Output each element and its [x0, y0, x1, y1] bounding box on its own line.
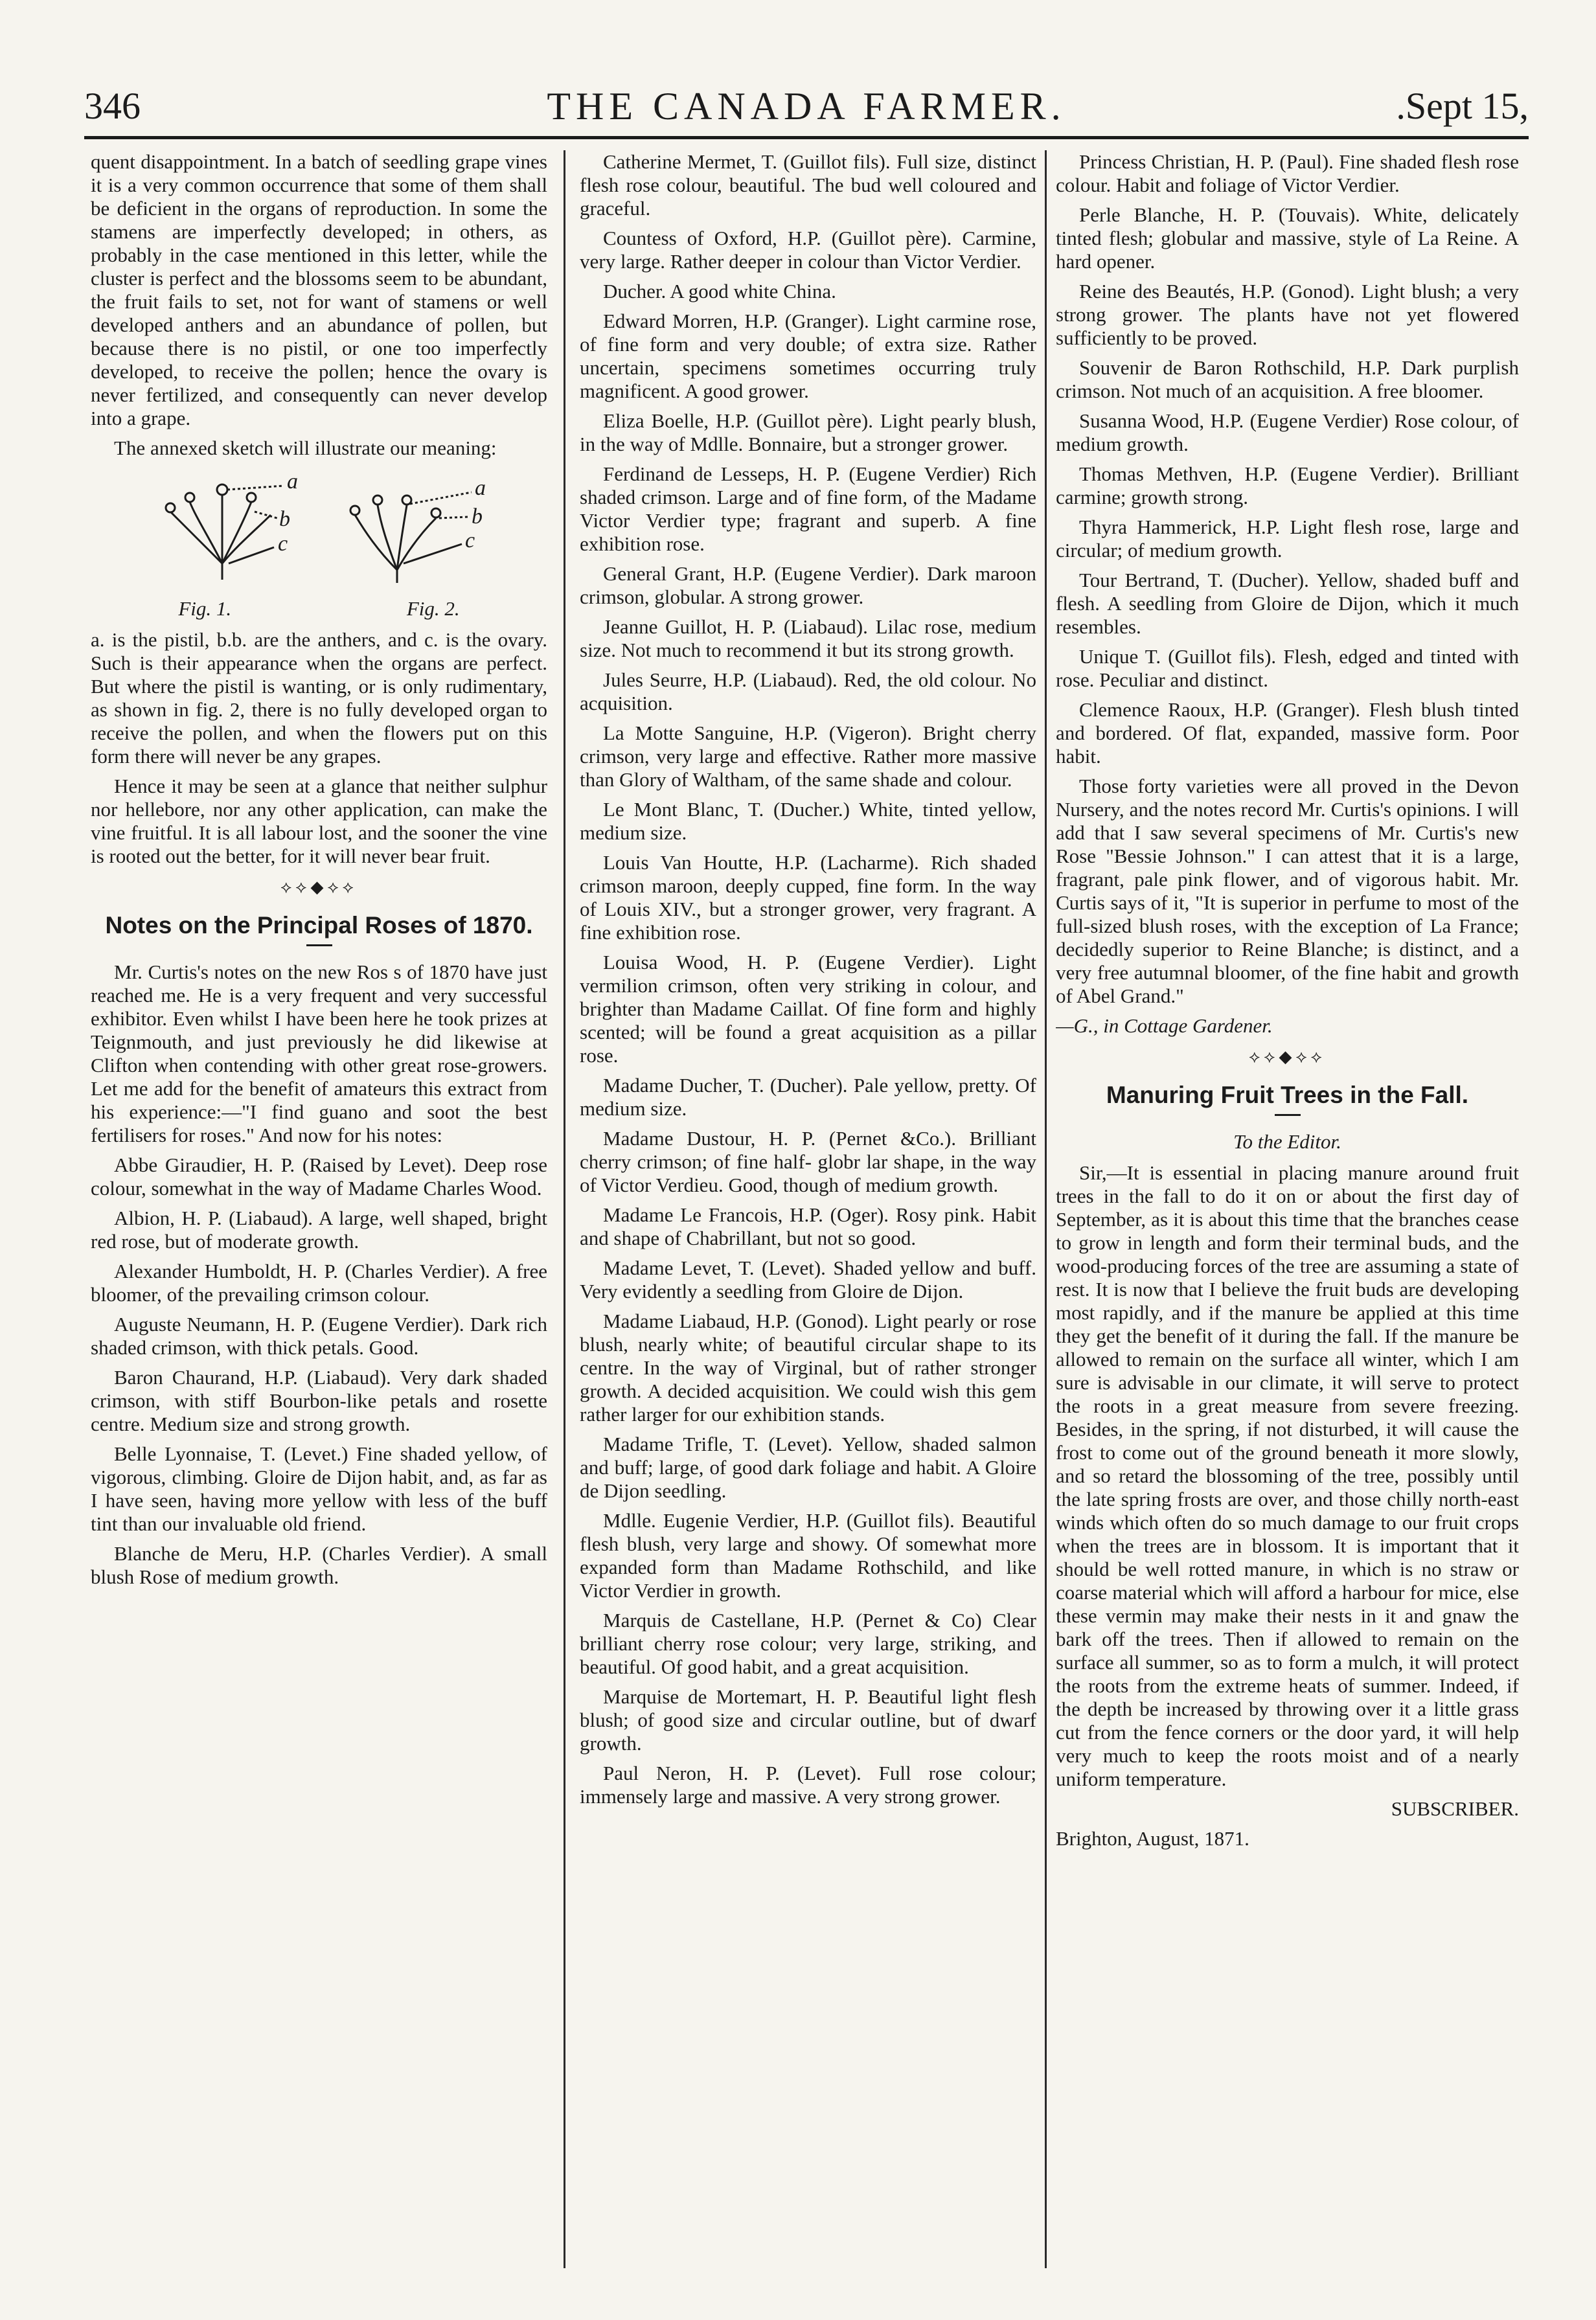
page-header — [84, 84, 1529, 136]
label-c: c — [277, 532, 288, 556]
rose-entry: Marquis de Castellane, H.P. (Pernet & Co) Clear brilliant cherry rose colour; very large, striking, and beautiful. Of good habit, and a great acquisition. — [580, 1609, 1036, 1678]
rose-entry: Reine des Beautés, H.P. (Gonod). Light blush; a very strong grower. The plants have not yet flowered sufficiently to be proved. — [1056, 280, 1519, 349]
rose-entry: Catherine Mermet, T. (Guillot fils). Full size, distinct flesh rose colour, beautiful. The bud well coloured and graceful. — [580, 150, 1036, 220]
paragraph: The annexed sketch will illustrate our meaning: — [114, 437, 497, 459]
section-ornament: ⟡⟡◆⟡⟡ — [280, 878, 358, 896]
rose-entry: Paul Neron, H. P. (Levet). Full rose colour; immensely large and massive. A very strong grower. — [580, 1762, 1036, 1808]
rose-entry: Blanche de Meru, H.P. (Charles Verdier). A small blush Rose of medium growth. — [91, 1542, 547, 1588]
letter-body: Sir,—It is essential in placing manure around fruit trees in the fall to do it on or about the first day of September, as it is about this time that the branches cease to grow in length and form their terminal buds, and the wood-producing forces of the tree are assuming a state of rest. It is now that I believe the fruit buds are developing most rapidly, and if the manure be applied at this time they get the benefit of it during the fall. If the manure be allowed to remain on the surface all winter, which I am sure is advisable in our climate, it will serve to protect the roots in a great measure from severe freezing. Besides, in the spring, if not disturbed, it will cause the frost to come out of the ground beneath it more slowly, and so retard the blossoming of the tree, possibly until the late spring frosts are over, and those chilly north-east winds which often do so much damage to our fruit crops when the trees are in blossom. It is important that it should be well rotted manure, in which is no straw or coarse material which will afford a harbour for mice, else these vermin may make their nests in it and gnaw the bark off the trees. Then if allowed to remain on the surface all summer, so as to form a mulch, it will protect the roots from the extreme heats of summer. Indeed, if the depth be increased by throwing over it a little grass cut from the fence corners or the door yard, it will help very much to keep the roots moist and of a nearly uniform temperature. — [1056, 1161, 1519, 1790]
publication-title: THE CANADA FARMER. — [547, 85, 1066, 128]
rose-entry: Le Mont Blanc, T. (Ducher.) White, tinted yellow, medium size. — [580, 798, 1036, 844]
paragraph: a. is the pistil, b.b. are the anthers, and c. is the ovary. Such is their appearance when the organs are perfect. But where the pistil is wanting, or is only rudimentary, as shown in fig. 2, there is no fully developed organ to receive the pollen, and when the flowers put on this form there will never be any grapes. — [91, 628, 547, 768]
rose-entry: Thyra Hammerick, H.P. Light flesh rose, large and circular; of medium growth. — [1056, 516, 1519, 562]
rose-entry: Unique T. (Guillot fils). Flesh, edged and tinted with rose. Peculiar and distinct. — [1056, 645, 1519, 691]
rose-entry: Madame Levet, T. (Levet). Shaded yellow and buff. Very evidently a seedling from Gloire de Dijon. — [580, 1257, 1036, 1302]
rose-entry: Louisa Wood, H. P. (Eugene Verdier). Light vermilion crimson, often very striking in colour, and brighter than Madame Caillat. Of fine form and highly scented; will be found a great acquisition as a pillar rose. — [580, 951, 1036, 1067]
article-heading: Manuring Fruit Trees in the Fall. — [1106, 1082, 1469, 1108]
source-credit: —G., in Cottage Gardener. — [1056, 1014, 1273, 1037]
rose-entry: Madame Dustour, H. P. (Pernet &Co.). Brilliant cherry crimson; of fine half- globr lar shape, in the way of Victor Verdieu. Good, though of medium growth. — [580, 1127, 1036, 1196]
rose-entry: Madame Liabaud, H.P. (Gonod). Light pearly or rose blush, nearly white; of beautiful circular shape to its centre. In the way of Virginal, but of rather stronger growth. A decided acquisition. We could wish this gem rather larger for our exhibition stands. — [580, 1310, 1036, 1426]
rose-entry: Albion, H. P. (Liabaud). A large, well shaped, bright red rose, but of moderate growth. — [91, 1207, 547, 1253]
page-number: 346 — [84, 85, 141, 127]
blossom-sketch — [125, 466, 514, 589]
rose-entry: Auguste Neumann, H. P. (Eugene Verdier). Dark rich shaded crimson, with thick petals. Good. — [91, 1313, 547, 1359]
letter-signature: SUBSCRIBER. — [1391, 1797, 1519, 1820]
paragraph: Hence it may be seen at a glance that neither sulphur nor hellebore, nor any other application, can make the vine fruitful. It is all labour lost, and the sooner the vine is rooted out the better, for it will never bear fruit. — [91, 775, 547, 867]
section-ornament: ⟡⟡◆⟡⟡ — [1249, 1047, 1326, 1066]
grape-blossom-figure — [91, 466, 547, 620]
figure-caption: Fig. 2. — [406, 597, 460, 620]
rose-entry: Countess of Oxford, H.P. (Guillot père). Carmine, very large. Rather deeper in colour than Victor Verdier. — [580, 227, 1036, 273]
paragraph: quent disappointment. In a batch of seedling grape vines it is a very common occurrence that some of them shall be deficient in the organs of reproduction. In some the stamens are imperfectly developed; in others, as probably in the case mentioned in this letter, while the cluster is perfect and the blossoms seem to be abundant, the fruit fails to set, not for want of stamens or well developed anthers and an abundance of pollen, but because there is no pistil, or one too imperfectly developed, to receive the pollen; hence the ovary is never fertilized, and consequently can never develop into a grape. — [91, 150, 547, 429]
label-a: a — [474, 476, 486, 500]
figure-caption: Fig. 1. — [178, 597, 232, 620]
article-heading: Notes on the Principal Roses of 1870. — [105, 912, 533, 938]
rose-entry: Susanna Wood, H.P. (Eugene Verdier) Rose colour, of medium growth. — [1056, 409, 1519, 455]
rose-entry: Abbe Giraudier, H. P. (Raised by Levet). Deep rose colour, somewhat in the way of Madame Charles Wood. — [91, 1154, 547, 1200]
letter-salutation-line: To the Editor. — [1233, 1130, 1341, 1153]
rose-entry: Madame Ducher, T. (Ducher). Pale yellow, pretty. Of medium size. — [580, 1074, 1036, 1120]
issue-date: .Sept 15, — [1396, 85, 1529, 127]
rose-entry: Eliza Boelle, H.P. (Guillot père). Light pearly blush, in the way of Mdlle. Bonnaire, but a stronger grower. — [580, 409, 1036, 455]
rose-entry: Jeanne Guillot, H. P. (Liabaud). Lilac rose, medium size. Not much to recommend it but its strong growth. — [580, 615, 1036, 661]
article-intro: Mr. Curtis's notes on the new Ros s of 1870 have just reached me. He is a very frequent and very successful exhibitor. Even whilst I have been here he took prizes at Teignmouth, and just previously he did likewise at Clifton when contending with other great rose-growers. Let me add for the benefit of amateurs this extract from his experience:—"I find guano and soot the best fertilisers for roses." And now for his notes: — [91, 961, 547, 1146]
rose-entry: Edward Morren, H.P. (Granger). Light carmine rose, of fine form and very double; of extra size. Rather uncertain, specimens sometimes occurring truly magnificent. A good grower. — [580, 310, 1036, 402]
heading-rule — [306, 944, 332, 946]
rose-entry: Madame Trifle, T. (Levet). Yellow, shaded salmon and buff; large, of good dark foliage and habit. A Gloire de Dijon seedling. — [580, 1433, 1036, 1502]
rose-entry: Louis Van Houtte, H.P. (Lacharme). Rich shaded crimson maroon, deeply cupped, fine form. In the way of Louis XIV., but a stronger grower, very fragrant. A fine exhibition rose. — [580, 851, 1036, 944]
column-divider — [564, 150, 565, 2268]
label-a: a — [286, 470, 298, 494]
rose-entry: La Motte Sanguine, H.P. (Vigeron). Bright cherry crimson, very large and effective. Rather more massive than Glory of Waltham, of the same shade and colour. — [580, 722, 1036, 791]
letter-place-date: Brighton, August, 1871. — [1056, 1827, 1249, 1850]
label-b: b — [471, 505, 483, 529]
label-b: b — [279, 507, 290, 531]
rose-entry: Jules Seurre, H.P. (Liabaud). Red, the old colour. No acquisition. — [580, 668, 1036, 714]
column-3 — [1056, 150, 1519, 2275]
rose-entry: Clemence Raoux, H.P. (Granger). Flesh blush tinted and bordered. Of flat, expanded, massive form. Poor habit. — [1056, 698, 1519, 768]
rose-entry: Marquise de Mortemart, H. P. Beautiful light flesh blush; of good size and circular outline, but of dwarf growth. — [580, 1685, 1036, 1755]
rose-entry: Ferdinand de Lesseps, H. P. (Eugene Verdier) Rich shaded crimson. Large and of fine form, of the Madame Victor Verdier type; fragrant and superb. A fine exhibition rose. — [580, 462, 1036, 555]
column-divider — [1045, 150, 1047, 2268]
rose-entry: Tour Bertrand, T. (Ducher). Yellow, shaded buff and flesh. A seedling from Gloire de Dijon, which it much resembles. — [1056, 569, 1519, 638]
column-1 — [91, 150, 547, 2275]
rose-entry: General Grant, H.P. (Eugene Verdier). Dark maroon crimson, globular. A strong grower. — [580, 562, 1036, 608]
heading-rule — [1275, 1114, 1301, 1116]
rose-entry: Princess Christian, H. P. (Paul). Fine shaded flesh rose colour. Habit and foliage of Victor Verdier. — [1056, 150, 1519, 196]
rose-entry: Belle Lyonnaise, T. (Levet.) Fine shaded yellow, of vigorous, climbing. Gloire de Dijon habit, and, as far as I have seen, having more yellow with less of the buff tint than our invaluable old friend. — [91, 1442, 547, 1535]
rose-entry: Alexander Humboldt, H. P. (Charles Verdier). A free bloomer, of the prevailing crimson colour. — [91, 1260, 547, 1306]
rose-entry: Ducher. A good white China. — [603, 280, 836, 302]
label-c: c — [464, 529, 475, 552]
rose-entry: Mdlle. Eugenie Verdier, H.P. (Guillot fils). Beautiful flesh blush, very large and showy. Of somewhat more expanded form than Madame Rothschild, and like Victor Verdier in growth. — [580, 1509, 1036, 1602]
rose-entry: Souvenir de Baron Rothschild, H.P. Dark purplish crimson. Not much of an acquisition. A free bloomer. — [1056, 356, 1519, 402]
rose-entry: Baron Chaurand, H.P. (Liabaud). Very dark shaded crimson, with stiff Bourbon-like petals and rosette centre. Medium size and strong growth. — [91, 1366, 547, 1435]
rose-entry: Thomas Methven, H.P. (Eugene Verdier). Brilliant carmine; growth strong. — [1056, 462, 1519, 508]
closing-paragraph: Those forty varieties were all proved in the Devon Nursery, and the notes record Mr. Curtis's opinions. I will add that I saw several specimens of Mr. Curtis's new Rose "Bessie Johnson." I can attest that it is a large, fragrant, pale pink flower, and of vigorous habit. Mr. Curtis says of it, "It is superior in perfume to most of the full-sized blush roses, with the exception of La France; decidedly superior to Reine Blanche; is distinct, and a very free autumnal bloomer, of the fine habit and growth of Abel Grand." — [1056, 775, 1519, 1007]
column-2 — [580, 150, 1036, 2275]
rose-entry: Perle Blanche, H. P. (Touvais). White, delicately tinted flesh; globular and massive, style of La Reine. A hard opener. — [1056, 203, 1519, 273]
header-rule — [84, 136, 1529, 139]
rose-entry: Madame Le Francois, H.P. (Oger). Rosy pink. Habit and shape of Chabrillant, but not so good. — [580, 1203, 1036, 1249]
